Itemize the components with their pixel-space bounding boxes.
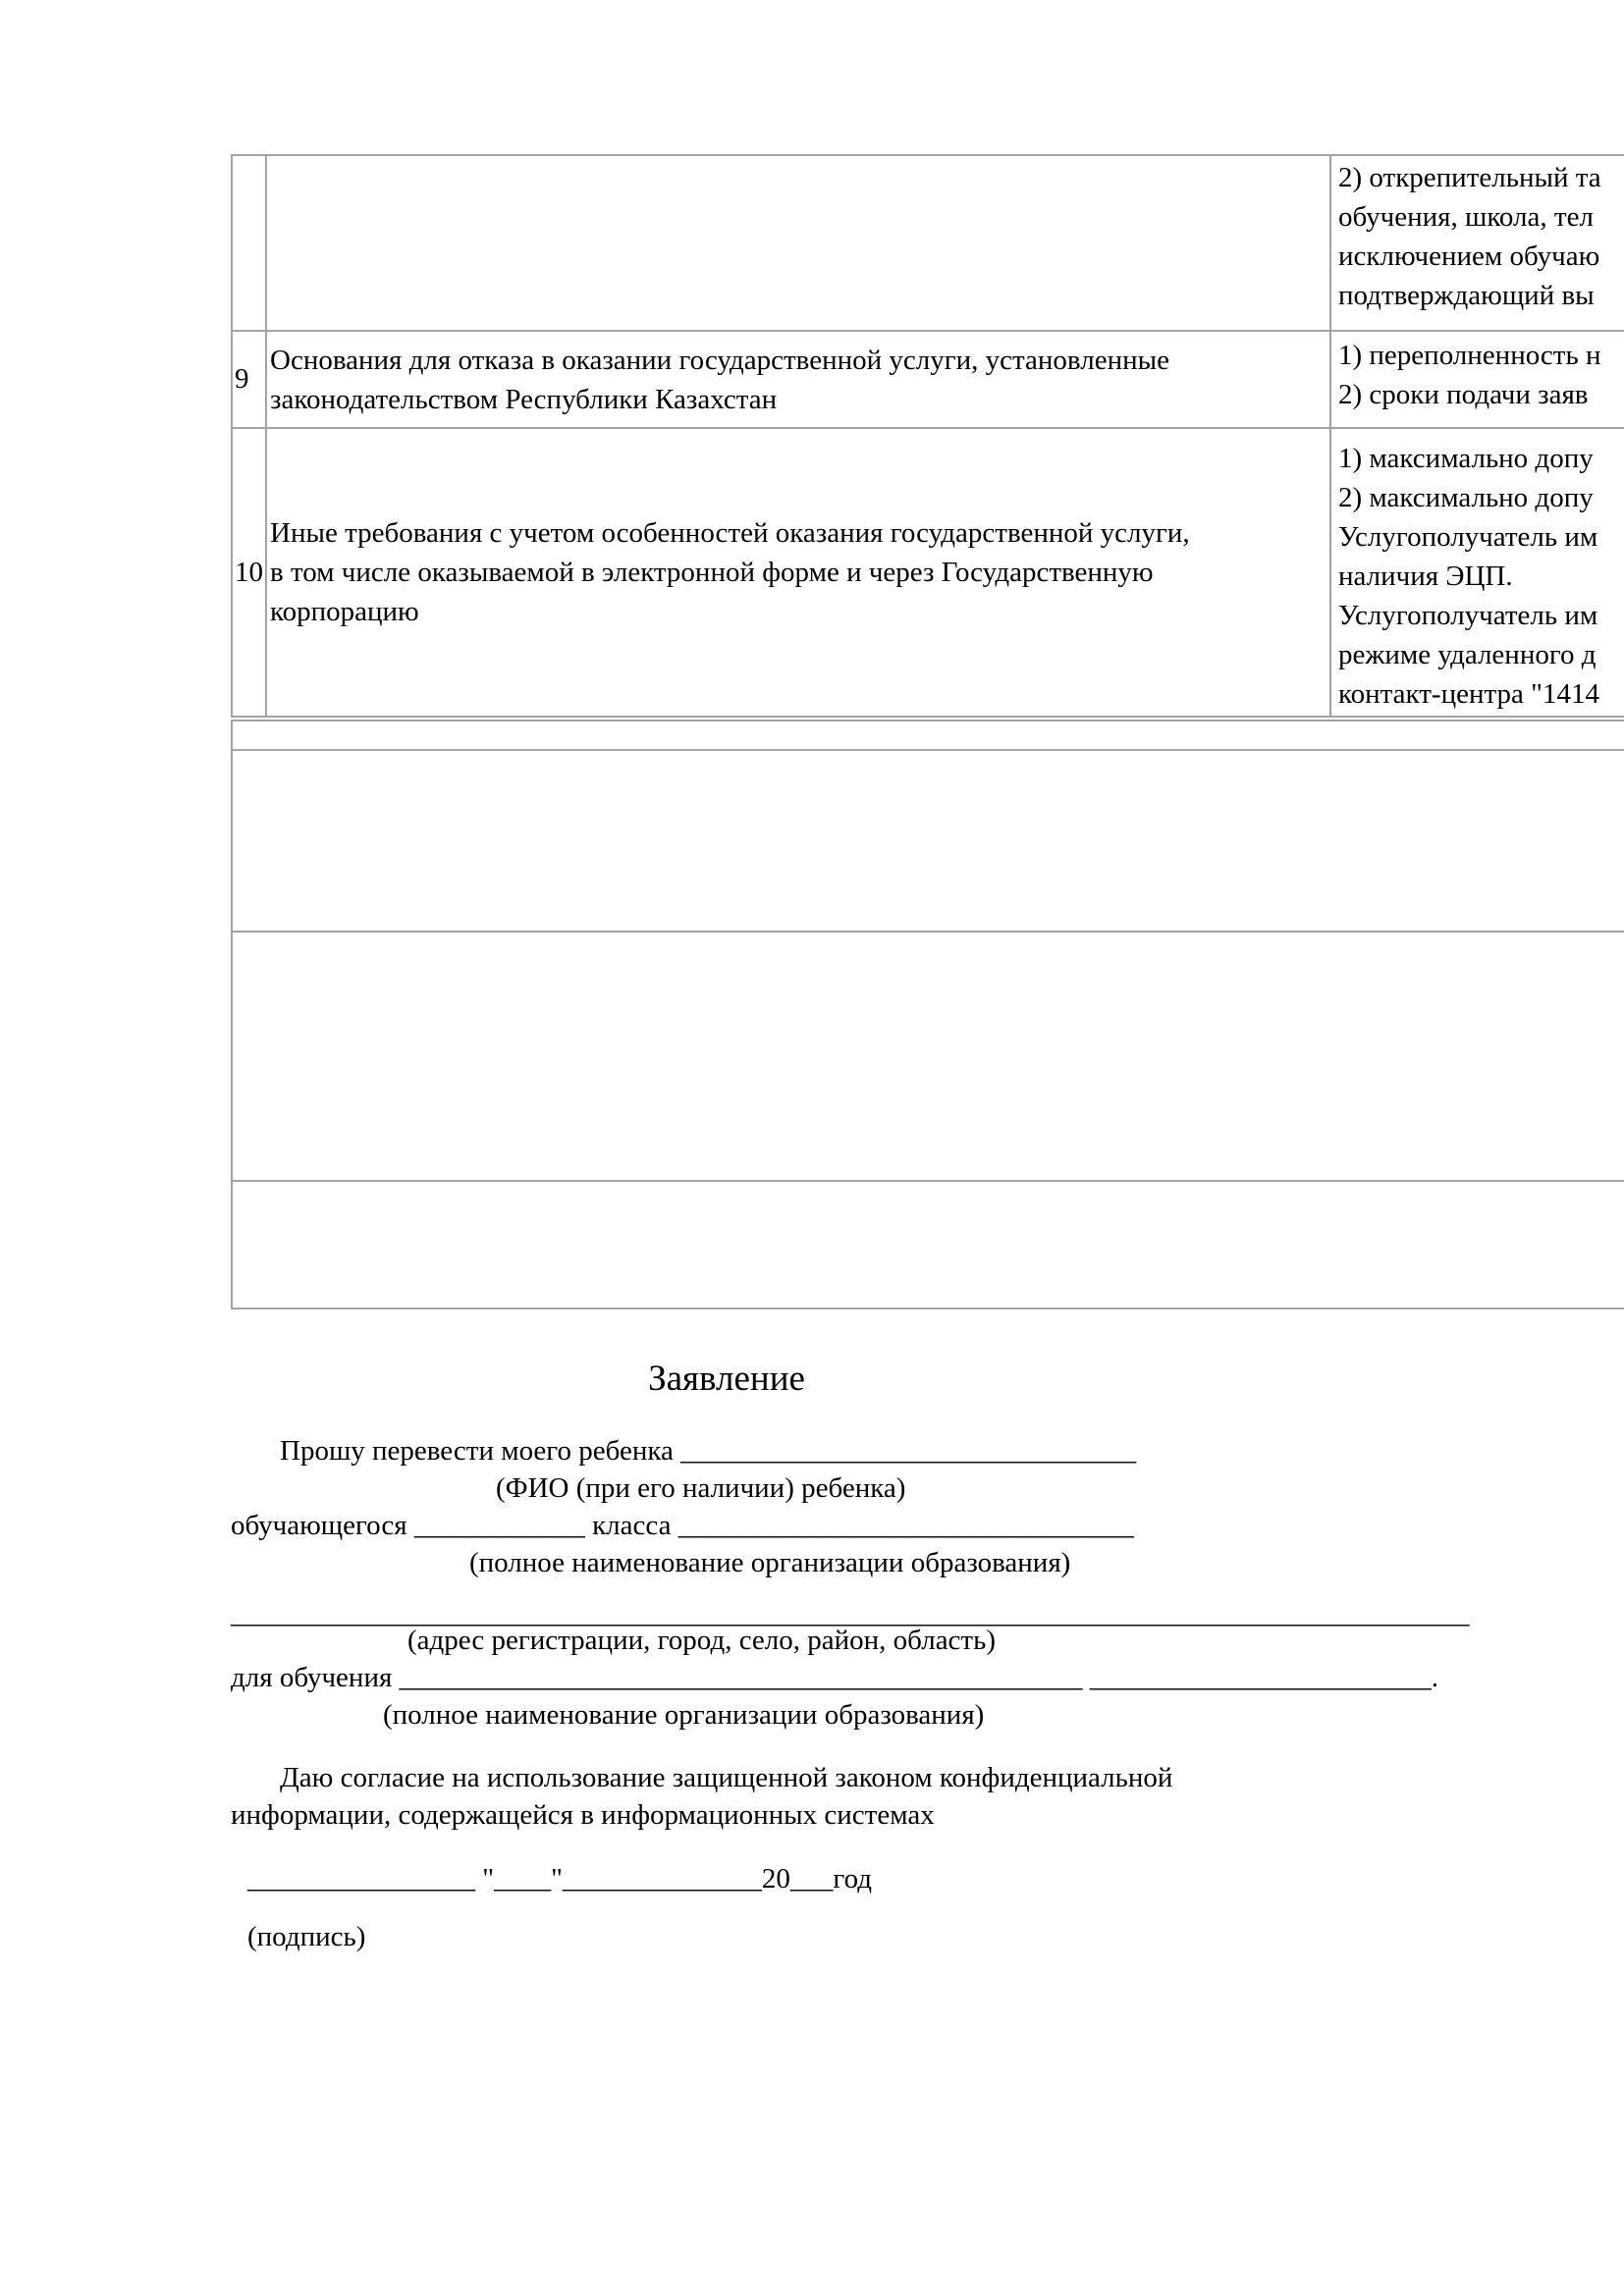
row-number-cell [233,429,267,716]
form-line-class: обучающегося ____________ класса ________________________________ [231,1510,1134,1541]
details-line: Услугополучатель им [1338,600,1598,631]
details-line: 2) максимально допу [1338,482,1594,513]
form-caption-signature: (подпись) [247,1921,366,1952]
details-line: исключением обучаю [1338,240,1600,272]
table-row [233,429,1624,718]
row-number: 10 [235,556,263,588]
description-line: законодательством Республики Казахстан [270,383,778,415]
form-line-for-study: для обучения ________________________________________________ ________________________. [231,1662,1439,1693]
table-row [233,156,1624,332]
description-line: Иные требования с учетом особенностей оказания государственной услуги, [270,517,1190,549]
details-line: обучения, школа, тел [1338,201,1594,233]
details-line: подтверждающий вы [1338,280,1595,311]
details-line: 1) переполненность н [1338,340,1601,371]
row-details-cell [1331,332,1624,427]
empty-table-row [233,1182,1624,1309]
empty-continuation-table [231,720,1624,1309]
form-caption-address: (адрес регистрации, город, село, район, область) [407,1625,996,1656]
row-description-cell [267,429,1331,716]
empty-table-row [233,933,1624,1182]
description-line: в том числе оказываемой в электронной форме и через Государственную [270,557,1154,588]
form-caption-child-name: (ФИО (при его наличии) ребенка) [496,1472,906,1504]
form-line-consent-2: информации, содержащейся в информационных системах [231,1799,935,1831]
table-row [233,332,1624,429]
empty-table-row [233,751,1624,933]
form-line-request: Прошу перевести моего ребенка ________________________________ [280,1435,1137,1467]
row-description-cell [267,156,1331,330]
details-line: Услугополучатель им [1338,521,1598,553]
details-line: контакт-центра "1414 [1338,678,1599,710]
row-details-cell [1331,156,1624,330]
details-line: режиме удаленного д [1338,639,1597,670]
details-line: наличия ЭЦП. [1338,561,1513,592]
row-description-cell [267,332,1331,427]
description-line: корпорацию [270,596,419,627]
form-line-date: ________________ "____"______________20___год [247,1863,873,1895]
application-title: Заявление [648,1359,805,1399]
row-number-cell [233,156,267,330]
description-line: Основания для отказа в оказании государственной услуги, установленные [270,344,1169,376]
details-line: 2) сроки подачи заяв [1338,379,1589,410]
details-line: 1) максимально допу [1338,443,1594,474]
details-line: 2) открепительный та [1338,162,1601,193]
form-line-consent-1: Даю согласие на использование защищенной законом конфиденциальной [280,1762,1173,1793]
empty-table-row [233,721,1624,751]
form-line-address-blank: _______________________________________________________________________________________ [231,1598,1470,1629]
row-details-cell [1331,429,1624,716]
row-number: 9 [235,363,249,395]
row-number-cell [233,332,267,427]
service-standard-table [231,154,1624,718]
form-caption-organization-1: (полное наименование организации образования) [469,1547,1071,1578]
form-caption-organization-2: (полное наименование организации образования) [383,1699,985,1731]
